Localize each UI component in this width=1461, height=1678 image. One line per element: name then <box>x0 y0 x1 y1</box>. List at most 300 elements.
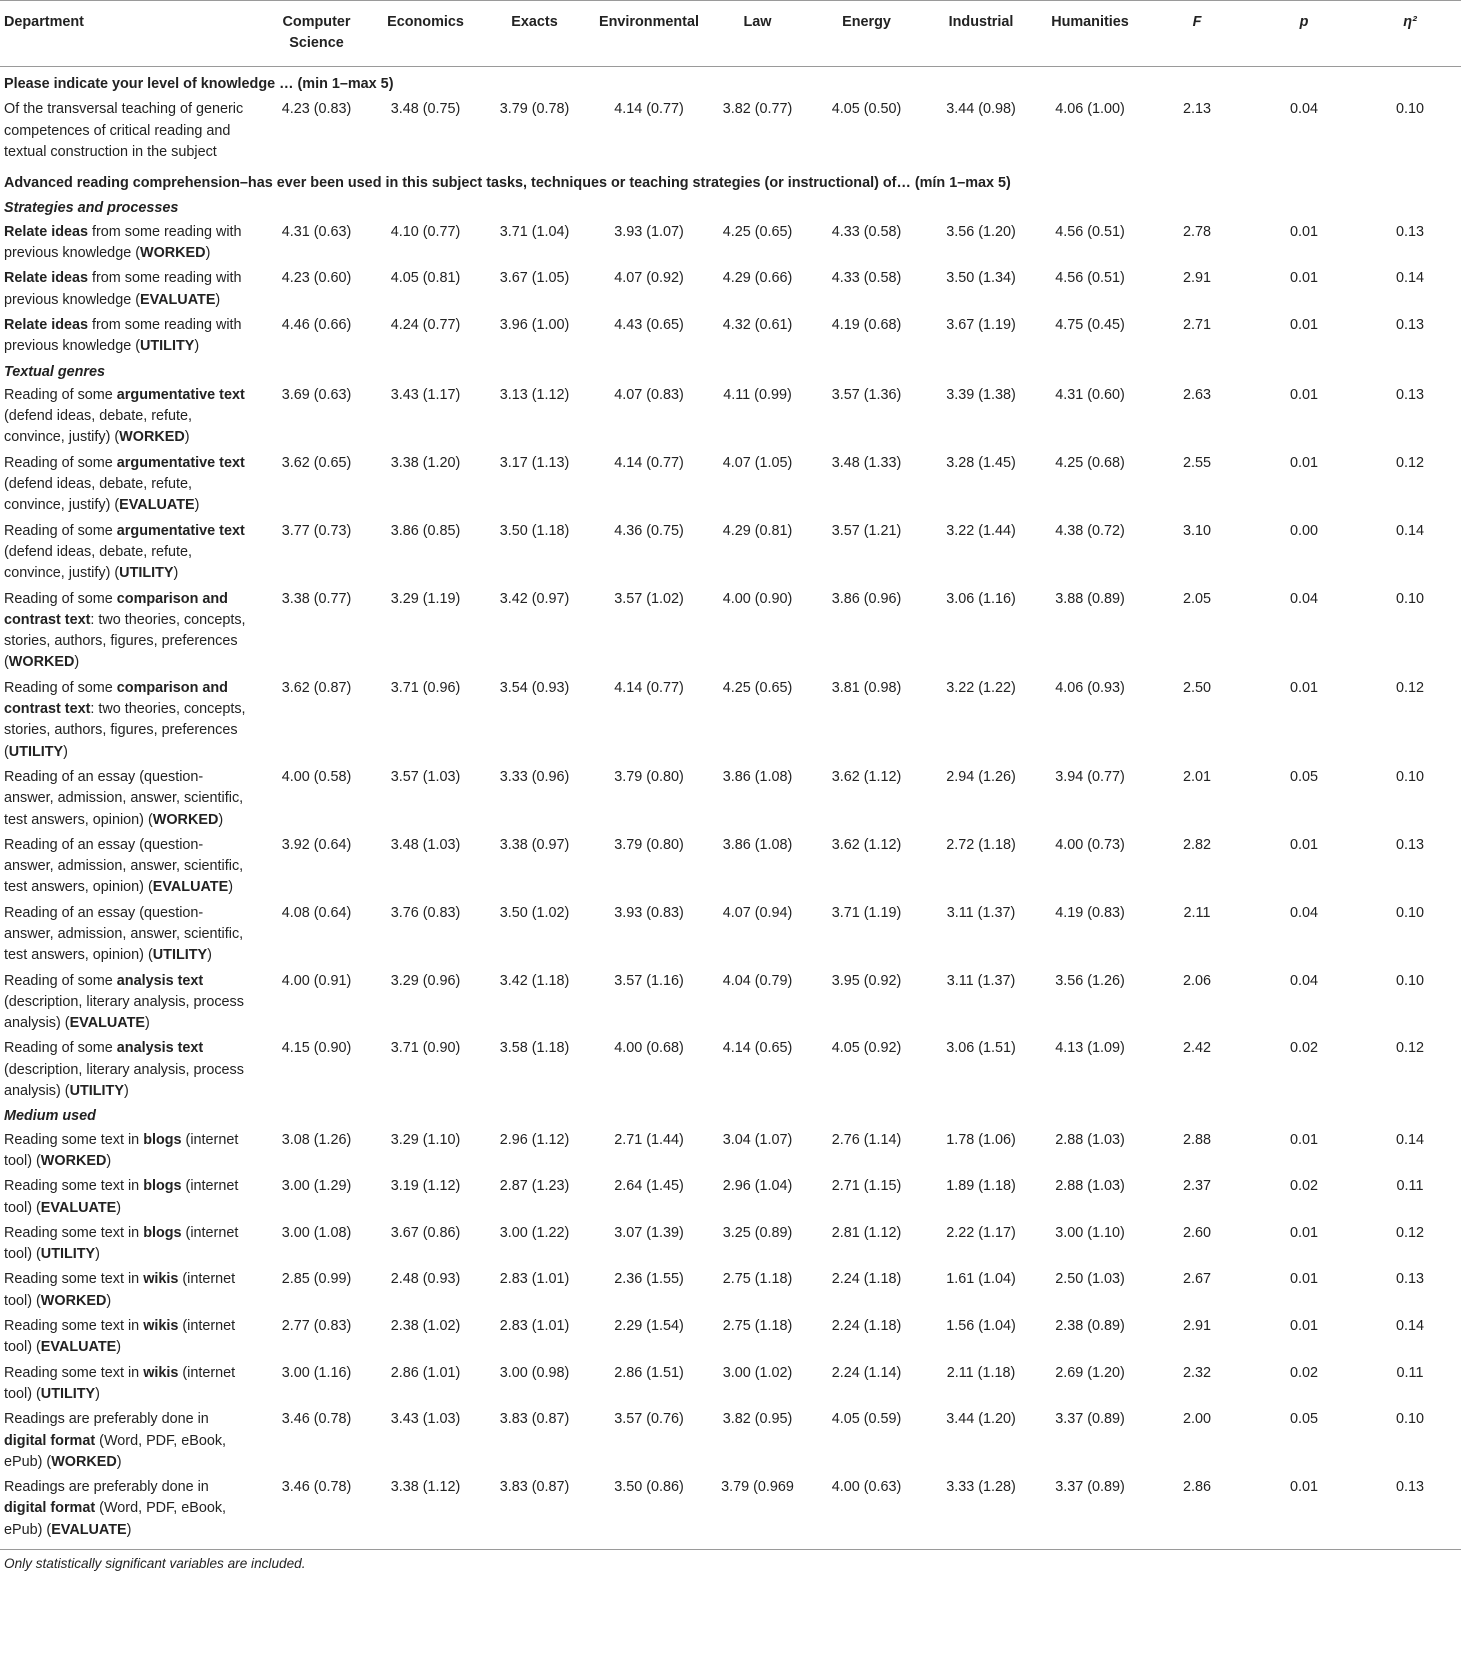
header-p-value: p <box>1299 14 1309 30</box>
cell-environmental: 4.43 (0.65) <box>614 316 684 333</box>
cell-computer-science: 3.46 (0.78) <box>281 1411 352 1428</box>
row-label-text: ) <box>145 1015 150 1032</box>
header-row <box>0 1 1461 67</box>
cell-environmental: 3.57 (0.76) <box>614 1411 684 1428</box>
cell-computer-science: 3.92 (0.64) <box>281 836 352 853</box>
cell-eta-squared: 0.10 <box>1395 590 1424 607</box>
cell-computer-science: 3.00 (1.16) <box>281 1364 352 1381</box>
cell-industrial: 3.33 (1.28) <box>946 1479 1016 1496</box>
cell-energy: 4.05 (0.59) <box>831 1411 902 1428</box>
subsection-title: Medium used <box>4 1108 96 1125</box>
cell-eta-squared: 0.14 <box>1395 270 1424 287</box>
cell-f-statistic: 2.00 <box>1182 1411 1211 1428</box>
row-label-text: from some reading with previous knowledge ( <box>4 270 242 308</box>
section-header-row <box>0 67 1461 99</box>
row-label-text: Reading of some <box>4 679 117 696</box>
cell-industrial: 2.22 (1.17) <box>946 1224 1016 1241</box>
cell-energy: 2.24 (1.14) <box>831 1364 902 1381</box>
cell-environmental: 3.07 (1.39) <box>614 1224 684 1241</box>
cell-computer-science: 3.77 (0.73) <box>281 522 352 539</box>
cell-eta-squared: 0.12 <box>1395 1040 1424 1057</box>
row-label <box>0 834 262 902</box>
cell-exacts: 3.71 (1.04) <box>499 223 570 240</box>
cell-law: 3.86 (1.08) <box>722 836 793 853</box>
row-label-emphasis: analysis text <box>116 1040 204 1057</box>
cell-environmental: 4.07 (0.83) <box>614 386 684 403</box>
row-label-text: (Word, PDF, eBook, ePub) ( <box>4 1500 227 1538</box>
cell-eta-squared: 0.10 <box>1395 972 1424 989</box>
row-label-emphasis: comparison and contrast text <box>4 590 228 628</box>
cell-economics: 3.43 (1.03) <box>390 1411 461 1428</box>
cell-f-statistic: 2.82 <box>1182 836 1211 853</box>
row-label-text: (defend ideas, debate, refute, convince, justify) ( <box>4 543 193 582</box>
row-label-text: Reading some text in <box>4 1178 144 1195</box>
cell-environmental: 4.14 (0.77) <box>614 679 684 696</box>
cell-p-value: 0.01 <box>1289 386 1318 403</box>
cell-eta-squared: 0.10 <box>1395 768 1424 785</box>
table-row <box>0 1222 1461 1269</box>
cell-economics: 3.43 (1.17) <box>390 386 461 403</box>
cell-economics: 4.10 (0.77) <box>390 223 461 240</box>
row-label-emphasis: EVALUATE <box>140 291 216 308</box>
cell-humanities: 3.88 (0.89) <box>1055 590 1125 607</box>
table-row <box>0 1037 1461 1105</box>
row-label-emphasis: EVALUATE <box>69 1015 145 1032</box>
cell-humanities: 4.06 (1.00) <box>1055 101 1125 118</box>
row-label-text: : two theories, concepts, stories, authors, figures, preferences ( <box>4 701 246 760</box>
cell-industrial: 3.28 (1.45) <box>946 454 1016 471</box>
subsection-header-row <box>0 1105 1461 1128</box>
row-label-emphasis: blogs <box>143 1131 182 1148</box>
table-row <box>0 221 1461 268</box>
cell-industrial: 3.22 (1.44) <box>946 522 1016 539</box>
subsection-header-row <box>0 197 1461 220</box>
cell-p-value: 0.02 <box>1289 1178 1318 1195</box>
cell-exacts: 3.13 (1.12) <box>499 386 570 403</box>
row-label-emphasis: wikis <box>143 1364 179 1381</box>
cell-f-statistic: 2.60 <box>1182 1224 1211 1241</box>
cell-computer-science: 3.38 (0.77) <box>281 590 352 607</box>
cell-exacts: 3.50 (1.18) <box>499 522 570 539</box>
cell-p-value: 0.01 <box>1289 1271 1318 1288</box>
cell-eta-squared: 0.14 <box>1395 522 1424 539</box>
table-row <box>0 766 1461 834</box>
cell-industrial: 3.11 (1.37) <box>946 972 1016 989</box>
table-row <box>0 970 1461 1038</box>
cell-eta-squared: 0.14 <box>1395 1131 1424 1148</box>
cell-economics: 3.48 (0.75) <box>390 101 461 118</box>
cell-law: 2.96 (1.04) <box>722 1178 793 1195</box>
cell-economics: 3.67 (0.86) <box>390 1224 461 1241</box>
cell-law: 4.29 (0.66) <box>722 270 793 287</box>
row-label-emphasis: WORKED <box>119 429 185 446</box>
cell-energy: 2.71 (1.15) <box>831 1178 902 1195</box>
table-body <box>0 67 1461 1550</box>
row-label-emphasis: EVALUATE <box>51 1521 127 1538</box>
row-label-emphasis: Relate ideas <box>4 316 88 333</box>
cell-computer-science: 4.00 (0.58) <box>281 768 352 785</box>
row-label-emphasis: UTILITY <box>119 565 174 582</box>
cell-environmental: 3.57 (1.02) <box>614 590 684 607</box>
cell-f-statistic: 2.01 <box>1182 768 1211 785</box>
row-label-emphasis: comparison and contrast text <box>4 679 228 718</box>
row-label <box>0 314 262 361</box>
table-row <box>0 1362 1461 1409</box>
row-label-text: Reading of some <box>4 972 117 989</box>
table-row <box>0 834 1461 902</box>
cell-eta-squared: 0.13 <box>1395 1271 1424 1288</box>
row-label-text: Reading of an essay (question-answer, admission, answer, scientific, test answers, opinion) ( <box>4 904 244 964</box>
row-label-emphasis: UTILITY <box>40 1385 96 1402</box>
row-label-emphasis: argumentative text <box>116 454 245 471</box>
cell-exacts: 3.42 (0.97) <box>499 590 570 607</box>
row-label-text: ) <box>205 245 211 262</box>
row-label-emphasis: EVALUATE <box>40 1339 117 1356</box>
row-label-text: ) <box>106 1152 112 1169</box>
cell-exacts: 3.67 (1.05) <box>499 270 570 287</box>
cell-f-statistic: 2.63 <box>1182 386 1211 403</box>
row-label-text: (defend ideas, debate, refute, convince, justify) ( <box>4 408 193 446</box>
row-label-text: ) <box>207 947 212 964</box>
row-label-text: (defend ideas, debate, refute, convince, justify) ( <box>4 476 193 514</box>
cell-environmental: 4.14 (0.77) <box>614 101 684 118</box>
cell-exacts: 3.00 (1.22) <box>499 1224 570 1241</box>
cell-p-value: 0.05 <box>1289 768 1318 785</box>
header-department: Department <box>4 14 84 30</box>
row-label-emphasis: UTILITY <box>152 947 208 964</box>
cell-law: 4.04 (0.79) <box>722 972 793 989</box>
cell-law: 3.82 (0.95) <box>722 1411 793 1428</box>
row-label-emphasis: wikis <box>143 1271 179 1288</box>
cell-law: 3.25 (0.89) <box>722 1224 793 1241</box>
table-row <box>0 267 1461 314</box>
cell-exacts: 2.87 (1.23) <box>499 1178 570 1195</box>
cell-humanities: 4.38 (0.72) <box>1055 522 1125 539</box>
row-label-text: (internet tool) ( <box>4 1364 236 1402</box>
cell-humanities: 4.56 (0.51) <box>1055 223 1125 240</box>
cell-computer-science: 4.31 (0.63) <box>281 223 352 240</box>
cell-f-statistic: 2.13 <box>1182 101 1211 118</box>
row-label-text: ) <box>218 811 224 828</box>
cell-exacts: 3.58 (1.18) <box>499 1040 570 1057</box>
row-label <box>0 1129 262 1176</box>
cell-energy: 2.76 (1.14) <box>831 1131 902 1148</box>
cell-energy: 4.33 (0.58) <box>831 270 902 287</box>
cell-environmental: 4.14 (0.77) <box>614 454 684 471</box>
cell-industrial: 3.44 (0.98) <box>946 101 1016 118</box>
cell-computer-science: 2.85 (0.99) <box>281 1271 352 1288</box>
cell-energy: 3.81 (0.98) <box>831 679 902 696</box>
row-label-text: ) <box>173 565 179 582</box>
cell-f-statistic: 2.55 <box>1182 454 1211 471</box>
cell-law: 4.00 (0.90) <box>722 590 793 607</box>
cell-economics: 3.71 (0.90) <box>390 1040 461 1057</box>
row-label-emphasis: analysis text <box>116 972 204 989</box>
cell-eta-squared: 0.10 <box>1395 1411 1424 1428</box>
cell-f-statistic: 2.42 <box>1182 1040 1211 1057</box>
cell-exacts: 3.96 (1.00) <box>499 316 570 333</box>
cell-economics: 3.29 (1.19) <box>390 590 461 607</box>
row-label <box>0 221 262 268</box>
row-label <box>0 1476 262 1549</box>
cell-eta-squared: 0.13 <box>1395 386 1424 403</box>
table-row <box>0 314 1461 361</box>
cell-eta-squared: 0.12 <box>1395 679 1424 696</box>
row-label-emphasis: Relate ideas <box>4 223 88 240</box>
cell-economics: 3.57 (1.03) <box>390 768 461 785</box>
cell-humanities: 4.19 (0.83) <box>1055 904 1125 921</box>
cell-eta-squared: 0.11 <box>1396 1178 1424 1195</box>
cell-law: 2.75 (1.18) <box>722 1271 793 1288</box>
row-label-text: ) <box>116 1339 122 1356</box>
row-label-emphasis: Relate ideas <box>4 270 88 287</box>
cell-law: 4.29 (0.81) <box>722 522 793 539</box>
cell-computer-science: 2.77 (0.83) <box>281 1318 352 1335</box>
cell-environmental: 2.29 (1.54) <box>614 1318 684 1335</box>
row-label <box>0 1362 262 1409</box>
header-dept-humanities: Humanities <box>1051 14 1129 30</box>
cell-eta-squared: 0.13 <box>1395 1479 1424 1496</box>
cell-law: 4.07 (0.94) <box>722 904 793 921</box>
row-label-text: Readings are preferably done in <box>4 1411 209 1428</box>
cell-industrial: 3.06 (1.16) <box>946 590 1016 607</box>
row-label-text: Reading of some <box>4 454 117 471</box>
row-label-emphasis: blogs <box>143 1178 182 1195</box>
row-label-text: Reading of some <box>4 386 117 403</box>
row-label <box>0 766 262 834</box>
cell-computer-science: 3.69 (0.63) <box>281 386 352 403</box>
cell-industrial: 2.72 (1.18) <box>946 836 1016 853</box>
cell-f-statistic: 2.88 <box>1182 1131 1211 1148</box>
cell-energy: 3.95 (0.92) <box>831 972 902 989</box>
cell-economics: 3.38 (1.12) <box>390 1479 461 1496</box>
cell-f-statistic: 2.78 <box>1182 223 1211 240</box>
cell-humanities: 4.25 (0.68) <box>1055 454 1125 471</box>
cell-economics: 2.86 (1.01) <box>390 1364 461 1381</box>
cell-law: 4.25 (0.65) <box>722 223 793 240</box>
row-label <box>0 588 262 677</box>
cell-p-value: 0.02 <box>1289 1040 1318 1057</box>
cell-law: 4.11 (0.99) <box>723 386 792 403</box>
cell-exacts: 3.54 (0.93) <box>499 679 570 696</box>
row-label-text: (description, literary analysis, process analysis) ( <box>4 1061 244 1100</box>
cell-energy: 2.24 (1.18) <box>831 1271 902 1288</box>
cell-exacts: 3.38 (0.97) <box>499 836 570 853</box>
cell-industrial: 1.78 (1.06) <box>946 1131 1016 1148</box>
header-dept-computer-science: Computer Science <box>282 14 351 52</box>
row-label-text: (Word, PDF, eBook, ePub) ( <box>4 1432 227 1470</box>
row-label-text: (internet tool) ( <box>4 1271 236 1309</box>
row-label-text: Of the transversal teaching of generic competences of critical reading and textual construction in the subject <box>4 101 244 160</box>
cell-computer-science: 3.00 (1.08) <box>281 1224 352 1241</box>
cell-energy: 3.86 (0.96) <box>831 590 902 607</box>
row-label-emphasis: UTILITY <box>8 743 64 760</box>
row-label-text: Reading of an essay (question-answer, admission, answer, scientific, test answers, opinion) ( <box>4 768 244 828</box>
row-label-text: Reading of an essay (question-answer, admission, answer, scientific, test answers, opinion) ( <box>4 836 244 896</box>
row-label-text: Readings are preferably done in <box>4 1479 209 1496</box>
cell-f-statistic: 2.06 <box>1182 972 1211 989</box>
header-dept-law: Law <box>743 14 772 30</box>
row-label-emphasis: WORKED <box>40 1292 107 1309</box>
cell-exacts: 3.33 (0.96) <box>499 768 570 785</box>
row-label-text: (internet tool) ( <box>4 1318 236 1356</box>
row-label-emphasis: blogs <box>143 1224 182 1241</box>
cell-p-value: 0.04 <box>1289 590 1318 607</box>
cell-industrial: 3.50 (1.34) <box>946 270 1016 287</box>
row-label <box>0 1175 262 1222</box>
cell-computer-science: 3.62 (0.65) <box>281 454 352 471</box>
table-row <box>0 1175 1461 1222</box>
cell-p-value: 0.01 <box>1289 679 1318 696</box>
cell-humanities: 4.13 (1.09) <box>1055 1040 1125 1057</box>
cell-p-value: 0.00 <box>1289 522 1318 539</box>
cell-industrial: 1.61 (1.04) <box>946 1271 1016 1288</box>
cell-environmental: 3.93 (1.07) <box>614 223 684 240</box>
row-label <box>0 520 262 588</box>
cell-energy: 4.00 (0.63) <box>831 1479 902 1496</box>
row-label-text: ) <box>228 879 233 896</box>
row-label-text: Reading some text in <box>4 1364 144 1381</box>
table-row <box>0 452 1461 520</box>
row-label-emphasis: argumentative text <box>116 386 245 403</box>
cell-economics: 3.29 (0.96) <box>390 972 461 989</box>
cell-environmental: 3.93 (0.83) <box>614 904 684 921</box>
header-dept-environmental: Environmental <box>599 14 699 30</box>
row-label <box>0 98 262 166</box>
cell-humanities: 3.37 (0.89) <box>1055 1411 1125 1428</box>
row-label-text: (internet tool) ( <box>4 1178 239 1216</box>
cell-humanities: 2.88 (1.03) <box>1055 1131 1125 1148</box>
cell-industrial: 3.56 (1.20) <box>946 223 1016 240</box>
cell-exacts: 2.96 (1.12) <box>499 1131 570 1148</box>
subsection-header-row <box>0 361 1461 384</box>
row-label <box>0 1315 262 1362</box>
cell-energy: 4.05 (0.50) <box>831 101 902 118</box>
table-row <box>0 677 1461 766</box>
cell-economics: 3.29 (1.10) <box>390 1131 461 1148</box>
cell-energy: 3.62 (1.12) <box>831 836 902 853</box>
cell-humanities: 3.94 (0.77) <box>1055 768 1125 785</box>
cell-exacts: 3.50 (1.02) <box>499 904 570 921</box>
cell-economics: 2.48 (0.93) <box>390 1271 461 1288</box>
row-label-text: ) <box>123 1083 129 1100</box>
cell-economics: 3.86 (0.85) <box>390 522 461 539</box>
cell-humanities: 3.00 (1.10) <box>1055 1224 1125 1241</box>
section-title: Advanced reading comprehension–has ever been used in this subject tasks, techniques or teaching strategies (or instructional) of… (mín 1–max 5) <box>4 175 1011 192</box>
cell-industrial: 3.44 (1.20) <box>946 1411 1016 1428</box>
row-label-emphasis: argumentative text <box>116 522 245 539</box>
cell-humanities: 4.06 (0.93) <box>1055 679 1125 696</box>
cell-industrial: 2.11 (1.18) <box>946 1364 1016 1381</box>
header-eta-squared: η² <box>1403 14 1417 30</box>
cell-f-statistic: 2.50 <box>1182 679 1211 696</box>
cell-energy: 3.62 (1.12) <box>831 768 902 785</box>
cell-f-statistic: 2.11 <box>1183 904 1211 921</box>
row-label <box>0 1037 262 1105</box>
cell-law: 3.04 (1.07) <box>722 1131 793 1148</box>
cell-computer-science: 4.08 (0.64) <box>281 904 352 921</box>
row-label <box>0 1268 262 1315</box>
cell-f-statistic: 2.86 <box>1182 1479 1211 1496</box>
cell-computer-science: 3.08 (1.26) <box>281 1131 352 1148</box>
cell-economics: 4.24 (0.77) <box>390 316 461 333</box>
cell-f-statistic: 2.37 <box>1182 1178 1211 1195</box>
cell-humanities: 4.31 (0.60) <box>1055 386 1125 403</box>
header-dept-exacts: Exacts <box>511 14 558 30</box>
cell-p-value: 0.05 <box>1289 1411 1318 1428</box>
row-label-emphasis: WORKED <box>40 1152 107 1169</box>
cell-exacts: 3.17 (1.13) <box>499 454 570 471</box>
cell-humanities: 2.50 (1.03) <box>1055 1271 1125 1288</box>
row-label-emphasis: WORKED <box>51 1453 117 1470</box>
cell-humanities: 3.37 (0.89) <box>1055 1479 1125 1496</box>
row-label-text: Reading of some <box>4 1040 117 1057</box>
cell-eta-squared: 0.13 <box>1395 316 1424 333</box>
cell-industrial: 3.22 (1.22) <box>946 679 1016 696</box>
cell-economics: 3.71 (0.96) <box>390 679 461 696</box>
cell-environmental: 4.36 (0.75) <box>614 522 684 539</box>
cell-humanities: 2.88 (1.03) <box>1055 1178 1125 1195</box>
table-row <box>0 1408 1461 1476</box>
cell-industrial: 1.56 (1.04) <box>946 1318 1016 1335</box>
cell-computer-science: 3.46 (0.78) <box>281 1479 352 1496</box>
cell-energy: 3.71 (1.19) <box>831 904 902 921</box>
row-label-text: ) <box>95 1385 100 1402</box>
cell-environmental: 2.71 (1.44) <box>614 1131 684 1148</box>
cell-f-statistic: 2.71 <box>1182 316 1211 333</box>
cell-exacts: 3.83 (0.87) <box>499 1411 570 1428</box>
row-label-text: Reading of some <box>4 522 117 539</box>
subsection-title: Strategies and processes <box>4 200 179 217</box>
header-f-statistic: F <box>1192 14 1202 30</box>
cell-p-value: 0.01 <box>1289 1224 1318 1241</box>
row-label <box>0 970 262 1038</box>
cell-eta-squared: 0.13 <box>1395 223 1424 240</box>
table-row <box>0 588 1461 677</box>
row-label-text: ) <box>194 338 200 355</box>
table-row <box>0 1268 1461 1315</box>
table-row <box>0 384 1461 452</box>
table-footnote: Only statistically significant variables are included. <box>4 1556 306 1571</box>
row-label-emphasis: digital format <box>4 1500 96 1517</box>
row-label-text: ) <box>126 1521 132 1538</box>
row-label-emphasis: UTILITY <box>69 1083 124 1100</box>
row-label-text: (internet tool) ( <box>4 1224 239 1263</box>
cell-f-statistic: 2.05 <box>1182 590 1211 607</box>
cell-industrial: 3.39 (1.38) <box>946 386 1016 403</box>
section-header-row <box>0 166 1461 197</box>
cell-eta-squared: 0.13 <box>1395 836 1424 853</box>
table-row <box>0 902 1461 970</box>
cell-industrial: 3.11 (1.37) <box>946 904 1016 921</box>
cell-industrial: 1.89 (1.18) <box>946 1178 1016 1195</box>
header-dept-energy: Energy <box>842 14 891 30</box>
row-label-emphasis: EVALUATE <box>119 497 195 514</box>
cell-computer-science: 3.62 (0.87) <box>281 679 352 696</box>
row-label-emphasis: wikis <box>143 1318 179 1335</box>
cell-law: 3.86 (1.08) <box>722 768 793 785</box>
cell-humanities: 4.00 (0.73) <box>1055 836 1125 853</box>
cell-environmental: 3.57 (1.16) <box>614 972 684 989</box>
cell-humanities: 2.69 (1.20) <box>1055 1364 1125 1381</box>
cell-p-value: 0.04 <box>1289 101 1318 118</box>
cell-environmental: 4.07 (0.92) <box>614 270 684 287</box>
cell-p-value: 0.04 <box>1289 972 1318 989</box>
cell-eta-squared: 0.12 <box>1395 1224 1424 1241</box>
cell-exacts: 3.00 (0.98) <box>499 1364 570 1381</box>
row-label-text: from some reading with previous knowledge ( <box>4 316 242 355</box>
row-label-emphasis: WORKED <box>140 245 206 262</box>
